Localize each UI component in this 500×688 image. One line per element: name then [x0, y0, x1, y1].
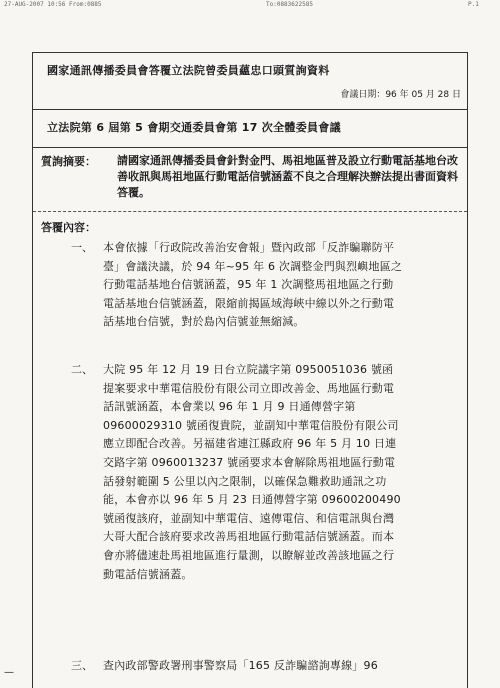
fax-header [0, 0, 500, 9]
summary-label: 質詢摘要： [41, 155, 96, 168]
item-text: 本會依據「行政院改善治安會報」暨內政部「反詐騙聯防平臺」會議決議，於 94 年~95 年 6 次調整金門與烈嶼地區之行動電話基地台信號涵蓋，95 年 1 次調整馬祖地區之行動電話基地台信號涵蓋，限縮前揭區域海峽中線以外之行動電話基地台信號，對於島內信號並無縮減。 [103, 241, 403, 329]
answer-label: 答覆內容： [41, 221, 96, 234]
document-page [32, 52, 468, 688]
item-number: 一、 [71, 241, 93, 254]
answer-item-1 [57, 239, 403, 355]
margin-mark: — [4, 667, 14, 678]
item-text: 查內政部警政署刑事警察局「165 反詐騙諮詢專線」96 [103, 659, 378, 672]
session-title: 立法院第 6 屆第 5 會期交通委員會第 17 次全體委員會議 [47, 121, 341, 134]
summary-text: 請國家通訊傳播委員會針對金門、馬祖地區普及設立行動電話基地台改善收訊與馬祖地區行動電話信號涵蓋不良之合理解決辦法提出書面資料答覆。 [117, 154, 458, 199]
answer-item-2 [57, 361, 401, 653]
item-number: 二、 [71, 363, 93, 376]
session-section [33, 109, 467, 148]
item-text: 大院 95 年 12 月 19 日台立院議字第 0950051036 號函提案要求中華電信股份有限公司立即改善金、馬地區行動電話訊號涵蓋，本會業以 96 年 1 月 9 日通傳營字第 09600029310 號函復貴院，並副知中華電信股份有限公司應立即配合改善。另福建省連江縣政府 96 年 5 月 10 日連交路字第 0960013237 號函要求本會解除馬祖地區行動電話發射範圍 5 公里以內之限制，以確保急難救助通訊之功能，本會亦以 96 年 5 月 23 日通傳營字第 09600200490 號函復該府，並副知中華電信、遠傳電信、和信電訊與台灣大哥大配合該府要求改善馬祖地區行動電話信號涵蓋。而本會亦將儘速赴馬祖地區進行量測，以瞭解並改善該地區之行動電話信號涵蓋。 [103, 363, 401, 581]
fax-header-middle: To:0883622585 [266, 1, 313, 8]
summary-section [33, 147, 467, 212]
meeting-date: 會議日期：96 年 05 月 28 日 [340, 90, 461, 100]
answer-item-3 [57, 657, 397, 677]
document-title: 國家通訊傳播委員會答覆立法院曾委員蘊忠口頭質詢資料 [47, 64, 330, 77]
fax-header-page: P.1 [468, 1, 479, 8]
item-number: 三、 [71, 659, 93, 672]
title-section [33, 53, 467, 110]
fax-header-left: 27-AUG-2007 10:56 From:0885 [4, 1, 102, 8]
